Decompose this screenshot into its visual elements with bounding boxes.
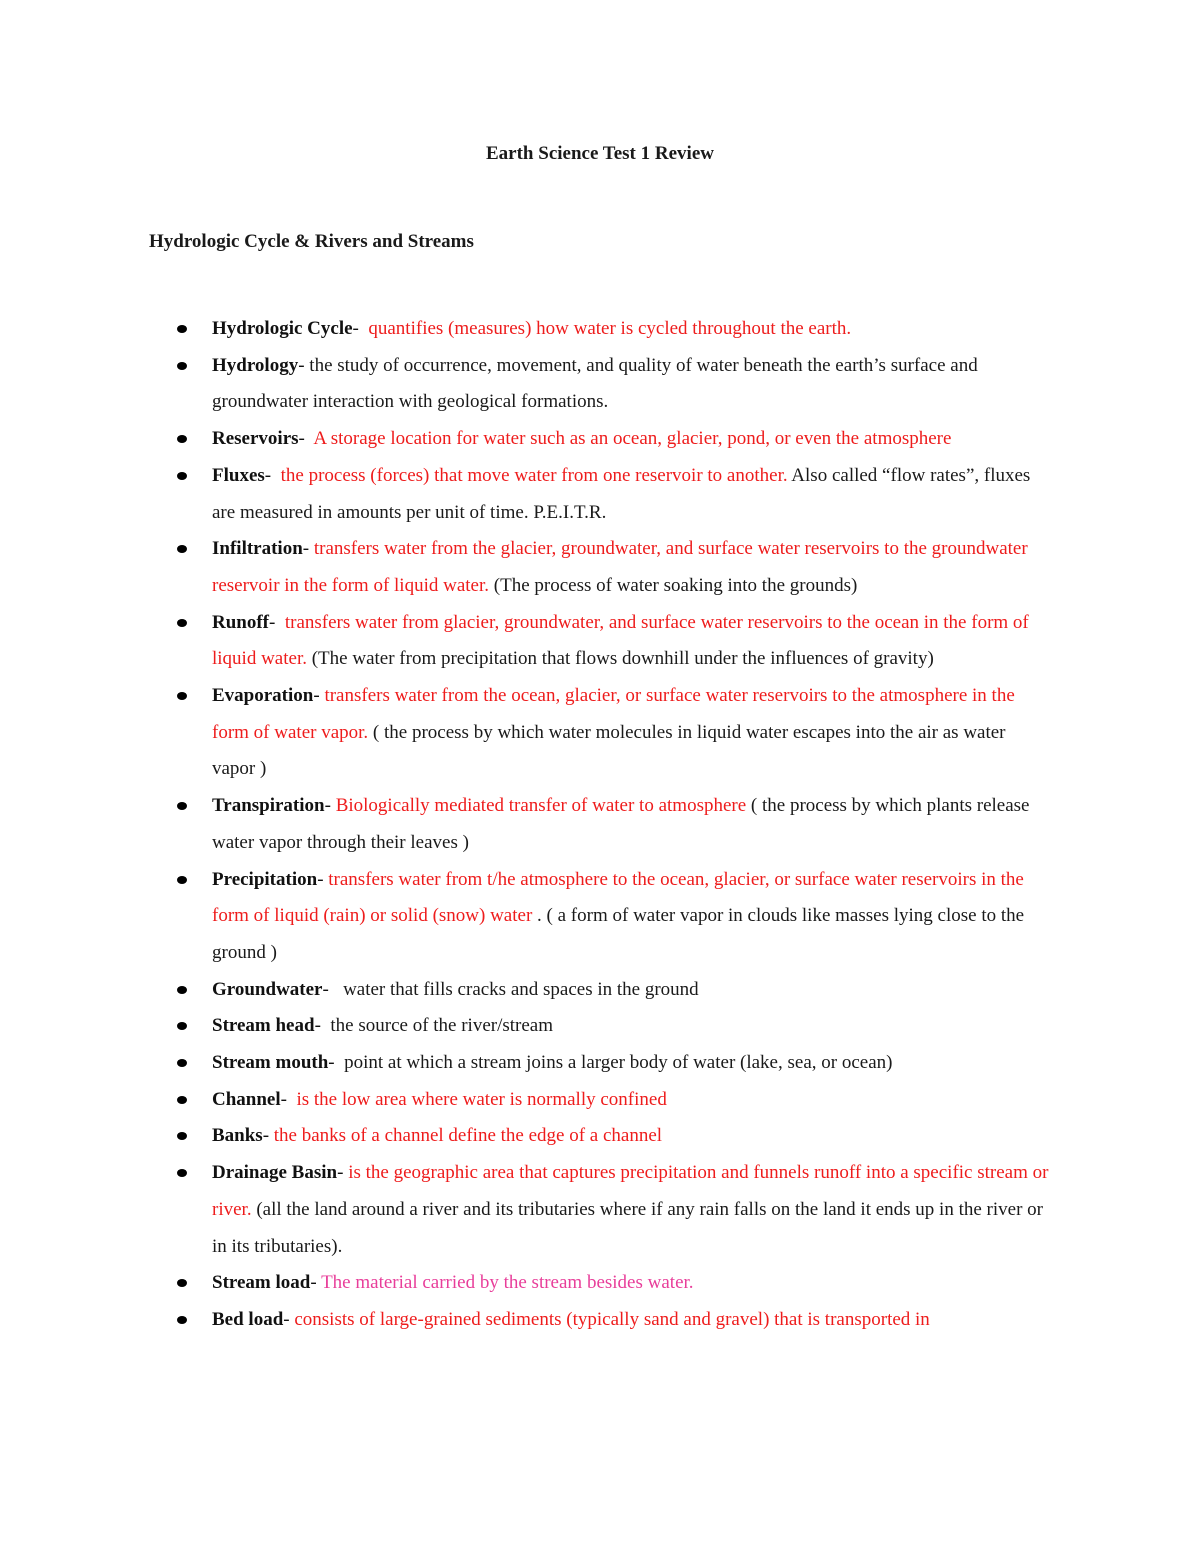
term-note: point at which a stream joins a larger body of water (lake, sea, or ocean) — [344, 1052, 893, 1074]
term-definition: transfers water from the glacier, groundwater, and surface water reservoirs to the groundwater reservoir in the form of liquid water. — [212, 538, 1028, 596]
section-heading: Hydrologic Cycle & Rivers and Streams — [149, 231, 474, 252]
bullet-icon — [177, 435, 187, 443]
term-definition: Biologically mediated transfer of water to atmosphere — [335, 795, 747, 817]
term-definition: is the geographic area that captures precipitation and funnels runoff into a specific stream or river. — [212, 1162, 1049, 1220]
term-separator: - — [322, 978, 344, 1000]
term-definition: quantifies (measures) how water is cycled throughout the earth. — [368, 318, 852, 339]
term-separator: - — [280, 1088, 297, 1110]
bullet-icon — [177, 1279, 187, 1287]
bullet-icon — [177, 1096, 187, 1104]
term-list-item — [0, 311, 1200, 348]
bullet-icon — [177, 1169, 187, 1177]
term-definition: transfers water from glacier, groundwater, and surface water reservoirs to the ocean in the form of liquid water. — [212, 611, 1029, 670]
term-separator: - — [298, 428, 314, 450]
term-note: (The water from precipitation that flows downhill under the influences of gravity) — [306, 648, 934, 670]
bullet-icon — [177, 876, 187, 884]
term-definition: transfers water from the ocean, glacier, or surface water reservoirs to the atmosphere in the form of water vapor. — [212, 685, 1015, 743]
term-separator: - — [264, 464, 281, 486]
bullet-icon — [177, 362, 187, 370]
term-label: Hydrology — [212, 354, 299, 376]
term-separator: - — [298, 354, 310, 376]
term-separator: - — [313, 685, 325, 707]
term-list-item — [0, 788, 1200, 861]
term-note: (all the land around a river and its tributaries where if any rain falls on the land it ends up in the river or in its tributaries). — [212, 1198, 1043, 1257]
term-separator: - — [283, 1308, 295, 1330]
term-list-item — [0, 348, 1200, 421]
term-label: Stream load — [212, 1272, 311, 1294]
bullet-icon — [177, 1059, 187, 1067]
term-note: Also called “flow rates”, fluxes are measured in amounts per unit of time. P.E.I.T.R. — [212, 464, 1031, 523]
term-definition: is the low area where water is normally confined — [296, 1088, 667, 1110]
bullet-icon — [177, 1022, 187, 1030]
term-note: water that fills cracks and spaces in the ground — [343, 978, 699, 1000]
term-label: Transpiration — [212, 795, 325, 817]
term-label: Banks — [212, 1125, 263, 1147]
term-list-item — [0, 1302, 1200, 1339]
term-definition: transfers water from t/he atmosphere to the ocean, glacier, or surface water reservoirs in the form of liquid (rain) or solid (snow) water — [212, 868, 1024, 927]
term-note: ( the process by which water molecules in liquid water escapes into the air as water vapor ) — [212, 721, 1006, 780]
term-list-item — [0, 1118, 1200, 1155]
bullet-icon — [177, 1316, 187, 1324]
term-label: Channel — [212, 1088, 281, 1110]
term-label: Evaporation — [212, 685, 314, 707]
term-separator: - — [352, 318, 369, 339]
bullet-icon — [177, 986, 187, 994]
term-list-item — [0, 421, 1200, 458]
bullet-icon — [177, 802, 187, 810]
term-separator: - — [337, 1162, 349, 1184]
term-separator: - — [262, 1125, 274, 1147]
term-separator: - — [310, 1272, 322, 1294]
bullet-icon — [177, 472, 187, 480]
term-label: Reservoirs — [212, 428, 299, 450]
bullet-icon — [177, 692, 187, 700]
bullet-icon — [177, 1132, 187, 1140]
term-definition: The material carried by the stream besides water. — [321, 1272, 694, 1294]
term-list-item — [0, 862, 1200, 972]
bullet-icon — [177, 545, 187, 553]
term-list-item — [0, 1008, 1200, 1045]
term-label: Groundwater — [212, 978, 323, 1000]
term-list-item — [0, 678, 1200, 788]
term-list-item — [0, 605, 1200, 678]
document-title: Earth Science Test 1 Review — [486, 143, 714, 164]
term-note: (The process of water soaking into the grounds) — [489, 574, 858, 596]
term-label: Stream head — [212, 1015, 315, 1037]
term-separator: - — [314, 1015, 331, 1037]
term-note: ( the process by which plants release water vapor through their leaves ) — [212, 795, 1030, 853]
term-separator: - — [317, 868, 329, 890]
term-label: Infiltration — [212, 538, 303, 560]
term-note: . ( a form of water vapor in clouds like masses lying close to the ground ) — [212, 905, 1025, 963]
term-list-item — [0, 972, 1200, 1009]
term-label: Runoff — [212, 611, 270, 633]
term-list — [0, 311, 1200, 1339]
term-note: the source of the river/stream — [330, 1015, 554, 1037]
term-separator: - — [302, 538, 314, 560]
term-list-item — [0, 1045, 1200, 1082]
bullet-icon — [177, 619, 187, 627]
term-separator: - — [328, 1052, 345, 1074]
term-definition: the banks of a channel define the edge of a channel — [273, 1125, 663, 1147]
term-definition: A storage location for water such as an ocean, glacier, pond, or even the atmosphere — [313, 428, 952, 450]
term-list-item — [0, 1265, 1200, 1302]
term-list-item — [0, 458, 1200, 531]
term-label: Fluxes — [212, 464, 265, 486]
term-label: Drainage Basin — [212, 1162, 338, 1184]
term-label: Precipitation — [212, 868, 318, 890]
term-label: Hydrologic Cycle — [212, 318, 353, 339]
term-list-item — [0, 1082, 1200, 1119]
term-label: Stream mouth — [212, 1052, 329, 1074]
term-list-item — [0, 531, 1200, 604]
term-label: Bed load — [212, 1308, 284, 1330]
term-definition: consists of large-grained sediments (typically sand and gravel) that is transported in — [294, 1308, 930, 1330]
term-separator: - — [324, 795, 336, 817]
bullet-icon — [177, 325, 187, 333]
term-note: the study of occurrence, movement, and quality of water beneath the earth’s surface and groundwater interaction with geological formations. — [212, 354, 978, 413]
term-definition: the process (forces) that move water from one reservoir to another. — [280, 464, 788, 486]
term-list-item — [0, 1155, 1200, 1265]
term-separator: - — [269, 611, 285, 633]
